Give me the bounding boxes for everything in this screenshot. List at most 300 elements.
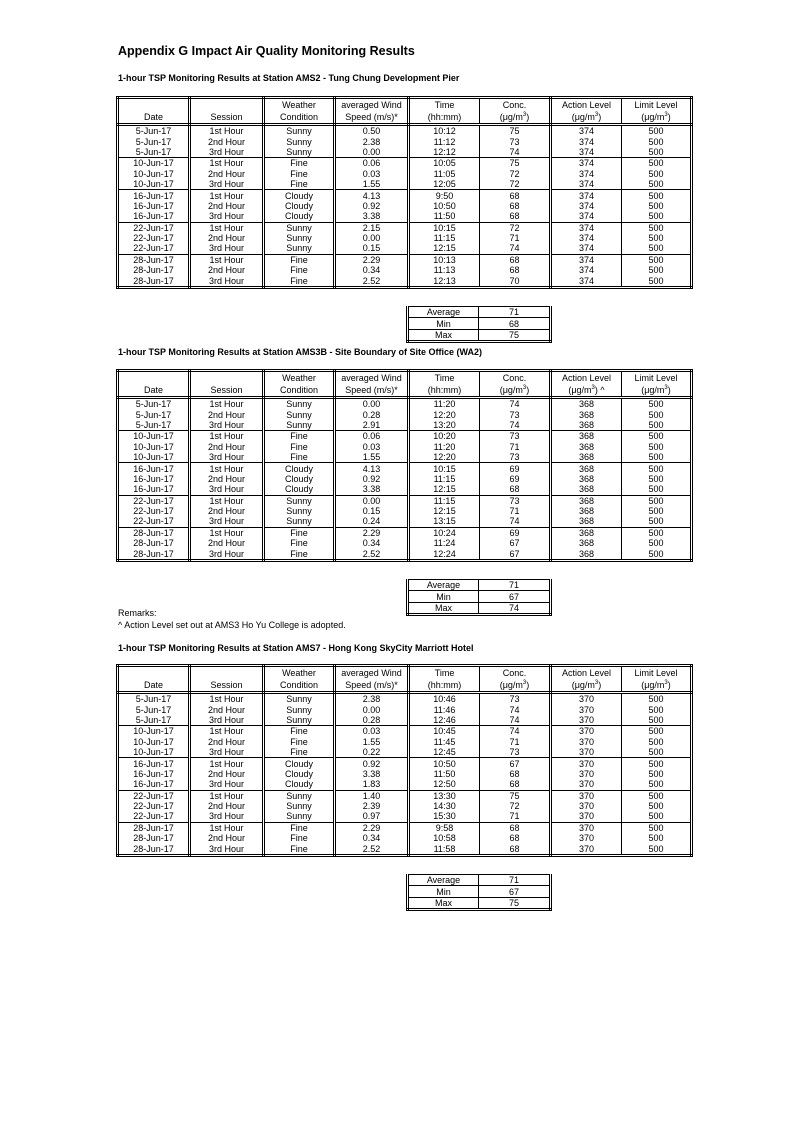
limit-level-cell: 500 [622, 222, 692, 233]
stats-label-average: Average [408, 307, 479, 318]
weather-cell: Fine [264, 833, 335, 843]
wind-speed-cell: 0.00 [335, 398, 409, 410]
header-row-1 [118, 666, 692, 680]
unit-close: ) [667, 384, 671, 395]
session-cell: 1st Hour [190, 463, 264, 474]
date-cell: 28-Jun-17 [118, 548, 190, 560]
time-cell: 10:13 [409, 254, 480, 265]
weather-cell: Cloudy [264, 190, 335, 201]
time-cell: 12:46 [409, 715, 480, 726]
stats-value-max: 75 [479, 329, 551, 341]
column-header: Date [118, 384, 190, 398]
date-cell: 22-Jun-17 [118, 811, 190, 822]
limit-level-cell: 500 [622, 822, 692, 833]
concentration-cell: 71 [480, 811, 551, 822]
table-row [118, 484, 692, 495]
weather-cell: Sunny [264, 409, 335, 419]
limit-level-cell: 500 [622, 125, 692, 137]
table-row [118, 222, 692, 233]
limit-level-cell: 500 [622, 158, 692, 169]
weather-cell: Fine [264, 179, 335, 190]
column-header: Speed (m/s)* [335, 111, 409, 125]
date-cell: 10-Jun-17 [118, 452, 190, 463]
weather-cell: Sunny [264, 243, 335, 254]
weather-cell: Sunny [264, 420, 335, 431]
table-row [118, 463, 692, 474]
action-level-cell: 370 [551, 726, 622, 737]
session-cell: 2nd Hour [190, 265, 264, 275]
concentration-cell: 67 [480, 758, 551, 769]
limit-level-cell: 500 [622, 265, 692, 275]
action-level-cell: 374 [551, 136, 622, 146]
session-cell: 3rd Hour [190, 516, 264, 527]
action-level-cell: 368 [551, 527, 622, 538]
concentration-cell: 75 [480, 125, 551, 137]
table-row [118, 527, 692, 538]
stats-value-max: 74 [479, 602, 551, 614]
action-footnote-mark: ^ [597, 384, 605, 395]
session-cell: 2nd Hour [190, 136, 264, 146]
table-row [118, 265, 692, 275]
action-level-cell: 374 [551, 233, 622, 243]
date-cell: 5-Jun-17 [118, 409, 190, 419]
time-cell: 11:45 [409, 737, 480, 747]
limit-level-cell: 500 [622, 538, 692, 548]
concentration-cell: 72 [480, 179, 551, 190]
limit-level-cell: 500 [622, 211, 692, 222]
limit-level-cell: 500 [622, 452, 692, 463]
unit-text: (μg/m [568, 384, 592, 395]
column-header: Session [190, 384, 264, 398]
unit-close: ) [667, 679, 671, 690]
wind-speed-cell: 2.52 [335, 843, 409, 855]
limit-level-cell: 500 [622, 548, 692, 560]
table-row [118, 506, 692, 516]
column-header: Conc. [480, 666, 551, 680]
concentration-cell: 74 [480, 516, 551, 527]
date-cell: 16-Jun-17 [118, 211, 190, 222]
wind-speed-cell: 0.15 [335, 243, 409, 254]
date-cell: 28-Jun-17 [118, 527, 190, 538]
table-row [118, 147, 692, 158]
concentration-cell: 73 [480, 409, 551, 419]
session-cell: 3rd Hour [190, 147, 264, 158]
table-row [118, 726, 692, 737]
concentration-cell: 68 [480, 822, 551, 833]
limit-level-cell: 500 [622, 811, 692, 822]
time-cell: 12:12 [409, 147, 480, 158]
session-cell: 1st Hour [190, 527, 264, 538]
wind-speed-cell: 2.91 [335, 420, 409, 431]
stats-row-min [408, 318, 551, 329]
unit-superscript: 3 [664, 111, 668, 118]
wind-speed-cell: 0.03 [335, 442, 409, 452]
unit-superscript: 3 [522, 384, 527, 391]
column-header: Date [118, 679, 190, 693]
session-cell: 3rd Hour [190, 211, 264, 222]
concentration-cell: 71 [480, 506, 551, 516]
table-row [118, 715, 692, 726]
session-cell: 1st Hour [190, 254, 264, 265]
column-header: Time [409, 371, 480, 385]
time-cell: 11:20 [409, 398, 480, 410]
action-level-cell: 368 [551, 420, 622, 431]
time-cell: 11:58 [409, 843, 480, 855]
concentration-cell: 74 [480, 420, 551, 431]
session-cell: 3rd Hour [190, 747, 264, 758]
limit-level-cell: 500 [622, 769, 692, 779]
time-cell: 11:20 [409, 442, 480, 452]
concentration-cell: 74 [480, 715, 551, 726]
action-level-cell: 368 [551, 516, 622, 527]
weather-cell: Sunny [264, 125, 335, 137]
time-cell: 11:15 [409, 474, 480, 484]
table-row [118, 811, 692, 822]
weather-cell: Fine [264, 442, 335, 452]
weather-cell: Sunny [264, 495, 335, 506]
limit-level-cell: 500 [622, 474, 692, 484]
time-cell: 12:15 [409, 506, 480, 516]
unit-superscript: 3 [664, 384, 668, 391]
session-cell: 1st Hour [190, 758, 264, 769]
unit-superscript: 3 [664, 679, 668, 686]
section-title: 1-hour TSP Monitoring Results at Station AMS3B - Site Boundary of Site Office (WA2) [118, 347, 483, 357]
column-header: Conc. [480, 98, 551, 112]
weather-cell: Fine [264, 431, 335, 442]
action-level-cell: 370 [551, 833, 622, 843]
monitoring-table [116, 369, 693, 562]
wind-speed-cell: 0.34 [335, 265, 409, 275]
weather-cell: Cloudy [264, 769, 335, 779]
unit-text: (μg/m [571, 679, 595, 690]
stats-value-min: 67 [479, 591, 551, 602]
unit-superscript: 3 [591, 384, 595, 391]
date-cell: 16-Jun-17 [118, 484, 190, 495]
unit-close: ) [598, 111, 602, 122]
column-header [551, 679, 622, 693]
column-header [480, 679, 551, 693]
column-header: Conc. [480, 371, 551, 385]
header-row-2 [118, 111, 692, 125]
wind-speed-cell: 0.22 [335, 747, 409, 758]
time-cell: 14:30 [409, 801, 480, 811]
table-row [118, 693, 692, 705]
unit-close: ) [667, 111, 671, 122]
action-level-cell: 374 [551, 265, 622, 275]
table-row [118, 452, 692, 463]
date-cell: 10-Jun-17 [118, 737, 190, 747]
limit-level-cell: 500 [622, 758, 692, 769]
concentration-cell: 68 [480, 211, 551, 222]
session-cell: 3rd Hour [190, 179, 264, 190]
section-title: 1-hour TSP Monitoring Results at Station AMS2 - Tung Chung Development Pier [118, 73, 460, 83]
wind-speed-cell: 2.15 [335, 222, 409, 233]
session-cell: 3rd Hour [190, 484, 264, 495]
section-title: 1-hour TSP Monitoring Results at Station AMS7 - Hong Kong SkyCity Marriott Hotel [118, 643, 474, 653]
date-cell: 16-Jun-17 [118, 779, 190, 790]
wind-speed-cell: 0.03 [335, 726, 409, 737]
time-cell: 11:13 [409, 265, 480, 275]
limit-level-cell: 500 [622, 136, 692, 146]
time-cell: 12:15 [409, 243, 480, 254]
date-cell: 22-Jun-17 [118, 222, 190, 233]
time-cell: 10:45 [409, 726, 480, 737]
header-row-2 [118, 384, 692, 398]
time-cell: 11:05 [409, 169, 480, 179]
concentration-cell: 74 [480, 147, 551, 158]
date-cell: 5-Jun-17 [118, 420, 190, 431]
stats-label-average: Average [408, 580, 479, 591]
summary-stats [406, 579, 552, 616]
unit-superscript: 3 [522, 111, 527, 118]
table-row [118, 843, 692, 855]
session-cell: 1st Hour [190, 726, 264, 737]
wind-speed-cell: 3.38 [335, 211, 409, 222]
table-row [118, 158, 692, 169]
action-level-cell: 374 [551, 254, 622, 265]
unit-text: (μg/m [641, 679, 665, 690]
action-level-cell: 370 [551, 758, 622, 769]
date-cell: 28-Jun-17 [118, 833, 190, 843]
table-row [118, 190, 692, 201]
limit-level-cell: 500 [622, 442, 692, 452]
unit-superscript: 3 [594, 111, 599, 118]
action-level-cell: 370 [551, 747, 622, 758]
action-level-cell: 370 [551, 769, 622, 779]
concentration-cell: 68 [480, 484, 551, 495]
action-level-cell: 370 [551, 715, 622, 726]
time-cell: 9:50 [409, 190, 480, 201]
action-level-cell: 368 [551, 495, 622, 506]
date-cell: 10-Jun-17 [118, 726, 190, 737]
concentration-cell: 74 [480, 726, 551, 737]
unit-close: ) [526, 111, 530, 122]
table-row [118, 169, 692, 179]
wind-speed-cell: 1.55 [335, 737, 409, 747]
stats-value-min: 68 [479, 318, 551, 329]
action-level-cell: 368 [551, 463, 622, 474]
stats-value-average: 71 [479, 307, 551, 318]
date-cell: 10-Jun-17 [118, 747, 190, 758]
action-level-cell: 374 [551, 211, 622, 222]
date-cell: 5-Jun-17 [118, 693, 190, 705]
weather-cell: Fine [264, 158, 335, 169]
wind-speed-cell: 0.50 [335, 125, 409, 137]
weather-cell: Fine [264, 169, 335, 179]
table-row [118, 136, 692, 146]
concentration-cell: 72 [480, 222, 551, 233]
column-header: Date [118, 111, 190, 125]
concentration-cell: 67 [480, 538, 551, 548]
action-level-cell: 368 [551, 442, 622, 452]
table-row [118, 516, 692, 527]
column-header [551, 384, 622, 398]
stats-value-max: 75 [479, 897, 551, 909]
stats-label-max: Max [408, 329, 479, 341]
stats-row-average [408, 307, 551, 318]
wind-speed-cell: 2.52 [335, 548, 409, 560]
action-level-cell: 370 [551, 801, 622, 811]
time-cell: 13:20 [409, 420, 480, 431]
limit-level-cell: 500 [622, 190, 692, 201]
weather-cell: Sunny [264, 790, 335, 801]
date-cell: 28-Jun-17 [118, 254, 190, 265]
session-cell: 1st Hour [190, 495, 264, 506]
concentration-cell: 68 [480, 833, 551, 843]
stats-row-max [408, 602, 551, 614]
stats-row-average [408, 875, 551, 886]
unit-text: (μg/m [499, 679, 523, 690]
column-header [190, 371, 264, 385]
action-level-cell: 374 [551, 179, 622, 190]
time-cell: 10:50 [409, 201, 480, 211]
weather-cell: Fine [264, 747, 335, 758]
table-row [118, 398, 692, 410]
limit-level-cell: 500 [622, 527, 692, 538]
action-level-cell: 374 [551, 190, 622, 201]
header-row-1 [118, 98, 692, 112]
column-header [118, 98, 190, 112]
session-cell: 2nd Hour [190, 506, 264, 516]
column-header: Limit Level [622, 666, 692, 680]
column-header: averaged Wind [335, 666, 409, 680]
wind-speed-cell: 2.29 [335, 254, 409, 265]
action-level-cell: 374 [551, 125, 622, 137]
stats-value-average: 71 [479, 875, 551, 886]
wind-speed-cell: 3.38 [335, 484, 409, 495]
concentration-cell: 73 [480, 136, 551, 146]
date-cell: 10-Jun-17 [118, 442, 190, 452]
column-header: Action Level [551, 666, 622, 680]
limit-level-cell: 500 [622, 463, 692, 474]
unit-close: ) [526, 679, 530, 690]
session-cell: 2nd Hour [190, 409, 264, 419]
column-header: Limit Level [622, 371, 692, 385]
weather-cell: Fine [264, 527, 335, 538]
session-cell: 2nd Hour [190, 801, 264, 811]
time-cell: 10:46 [409, 693, 480, 705]
date-cell: 16-Jun-17 [118, 474, 190, 484]
weather-cell: Sunny [264, 693, 335, 705]
action-level-cell: 368 [551, 538, 622, 548]
date-cell: 22-Jun-17 [118, 506, 190, 516]
concentration-cell: 72 [480, 169, 551, 179]
limit-level-cell: 500 [622, 737, 692, 747]
time-cell: 12:20 [409, 452, 480, 463]
concentration-cell: 74 [480, 398, 551, 410]
limit-level-cell: 500 [622, 179, 692, 190]
time-cell: 11:50 [409, 211, 480, 222]
header-row-1 [118, 371, 692, 385]
session-cell: 2nd Hour [190, 442, 264, 452]
column-header: Session [190, 679, 264, 693]
stats-row-min [408, 591, 551, 602]
weather-cell: Sunny [264, 398, 335, 410]
monitoring-table [116, 664, 693, 857]
weather-cell: Cloudy [264, 474, 335, 484]
column-header [190, 98, 264, 112]
concentration-cell: 67 [480, 548, 551, 560]
concentration-cell: 69 [480, 463, 551, 474]
action-level-cell: 374 [551, 147, 622, 158]
date-cell: 10-Jun-17 [118, 431, 190, 442]
time-cell: 12:24 [409, 548, 480, 560]
concentration-cell: 69 [480, 527, 551, 538]
remarks [118, 607, 346, 631]
wind-speed-cell: 0.06 [335, 431, 409, 442]
date-cell: 5-Jun-17 [118, 398, 190, 410]
action-level-cell: 368 [551, 398, 622, 410]
column-header: Weather [264, 371, 335, 385]
concentration-cell: 68 [480, 201, 551, 211]
date-cell: 28-Jun-17 [118, 538, 190, 548]
session-cell: 2nd Hour [190, 538, 264, 548]
time-cell: 11:50 [409, 769, 480, 779]
time-cell: 11:46 [409, 704, 480, 714]
column-header [622, 111, 692, 125]
weather-cell: Sunny [264, 222, 335, 233]
wind-speed-cell: 0.92 [335, 474, 409, 484]
session-cell: 3rd Hour [190, 548, 264, 560]
wind-speed-cell: 0.28 [335, 715, 409, 726]
concentration-cell: 73 [480, 747, 551, 758]
session-cell: 3rd Hour [190, 811, 264, 822]
limit-level-cell: 500 [622, 747, 692, 758]
limit-level-cell: 500 [622, 275, 692, 287]
session-cell: 1st Hour [190, 790, 264, 801]
wind-speed-cell: 2.29 [335, 527, 409, 538]
limit-level-cell: 500 [622, 801, 692, 811]
column-header: Limit Level [622, 98, 692, 112]
concentration-cell: 75 [480, 158, 551, 169]
wind-speed-cell: 2.38 [335, 693, 409, 705]
session-cell: 1st Hour [190, 431, 264, 442]
weather-cell: Cloudy [264, 211, 335, 222]
column-header: Weather [264, 666, 335, 680]
stats-row-average [408, 580, 551, 591]
table-row [118, 833, 692, 843]
wind-speed-cell: 0.03 [335, 169, 409, 179]
stats-label-average: Average [408, 875, 479, 886]
wind-speed-cell: 1.83 [335, 779, 409, 790]
action-level-cell: 368 [551, 548, 622, 560]
column-header [622, 384, 692, 398]
column-header [480, 111, 551, 125]
date-cell: 22-Jun-17 [118, 801, 190, 811]
unit-close: ) [598, 679, 602, 690]
limit-level-cell: 500 [622, 431, 692, 442]
action-level-cell: 368 [551, 484, 622, 495]
action-level-cell: 370 [551, 779, 622, 790]
action-level-cell: 368 [551, 452, 622, 463]
header-row-2 [118, 679, 692, 693]
concentration-cell: 68 [480, 779, 551, 790]
wind-speed-cell: 3.38 [335, 769, 409, 779]
table-row [118, 409, 692, 419]
time-cell: 12:20 [409, 409, 480, 419]
wind-speed-cell: 0.34 [335, 833, 409, 843]
table-row [118, 779, 692, 790]
time-cell: 12:13 [409, 275, 480, 287]
column-header: Session [190, 111, 264, 125]
time-cell: 10:15 [409, 463, 480, 474]
concentration-cell: 74 [480, 243, 551, 254]
unit-superscript: 3 [594, 679, 599, 686]
time-cell: 12:50 [409, 779, 480, 790]
unit-text: (μg/m [641, 111, 665, 122]
session-cell: 3rd Hour [190, 843, 264, 855]
date-cell: 16-Jun-17 [118, 463, 190, 474]
